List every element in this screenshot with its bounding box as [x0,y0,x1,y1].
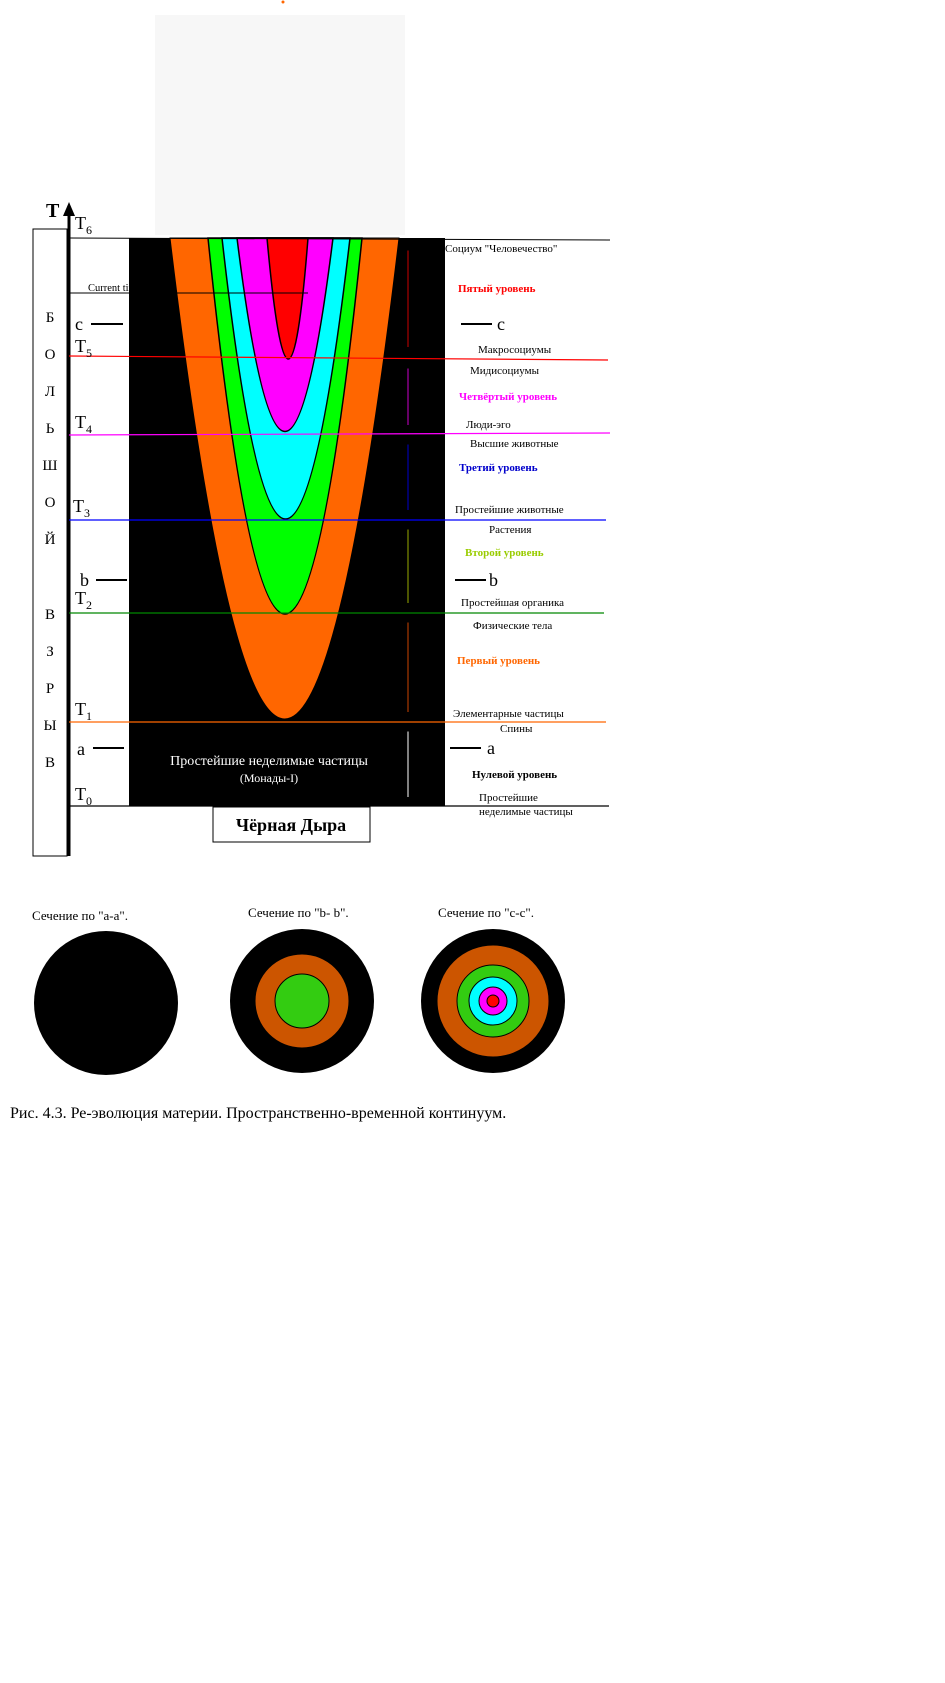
marker-b-right: b [489,570,498,590]
label-level1: Первый уровень [457,655,540,667]
current-time-label: Current time [88,283,142,294]
small-red-dot [282,1,285,4]
t2-label: $T_2$ [75,588,92,612]
label-simplest-1: Простейшие [479,792,538,804]
label-simple-organic: Простейшая органика [461,597,565,609]
label-level2: Второй уровень [465,547,544,559]
label-level4: Четвёртый уровень [459,391,558,403]
label-higher-animals: Высшие животные [470,438,559,450]
section-a-circle [34,931,178,1075]
label-spins: Спины [500,723,533,735]
marker-a-right: a [487,738,495,758]
section-b-title: Сечение по "b- b". [248,905,349,920]
banner-letter: О [44,347,56,363]
banner-letter: З [46,644,54,660]
section-c-red-core [487,995,499,1007]
banner-letter: В [44,755,56,771]
label-elementary: Элементарные частицы [453,708,564,720]
section-b-green-core [275,974,329,1028]
banner-letter: О [44,495,56,511]
t3-label: $T_3$ [73,496,90,520]
label-midi: Мидисоциумы [470,365,540,377]
marker-a-left: a [77,739,85,759]
right-labels [445,243,573,818]
time-axis-arrowhead [63,202,75,216]
black-hole-label: Чёрная Дыра [235,815,347,835]
marker-c-right: c [497,314,505,334]
marker-c-left: c [75,314,83,334]
marker-b-left: b [80,570,89,590]
section-c-title: Сечение по "c-c". [438,905,534,920]
label-plants: Растения [489,524,532,536]
banner-letter: Б [45,310,55,326]
section-c-circles [421,929,565,1073]
t6-label: $T_6$ [75,213,92,237]
banner-letter: Ь [45,421,55,437]
t0-label: $T_0$ [75,784,92,808]
bottom-region-line1: Простейшие неделимые частицы [170,754,368,769]
banner-letter: Л [44,384,56,400]
label-people: Люди-эго [466,419,511,431]
label-physical-bodies: Физические тела [473,620,553,632]
label-macro: Макросоциумы [478,344,552,356]
banner-letter: В [44,607,56,623]
banner-letter: Р [45,681,55,697]
t-tick-labels [73,213,92,808]
banner-letter: Ш [42,458,58,474]
section-a-title: Сечение по "a-a". [32,908,128,923]
banner-letter: Ы [43,718,57,734]
label-level3: Третий уровень [459,462,538,474]
t1-label: $T_1$ [75,699,92,723]
bottom-region-line2: (Монады-I) [239,771,299,785]
figure-caption: Рис. 4.3. Ре-эволюция материи. Пространственно-временной континуум. [10,1105,507,1122]
faint-background-panel [155,15,405,235]
t5-label: $T_5$ [75,336,92,360]
section-b-circles [230,929,374,1073]
label-socium: Социум "Человечество" [445,243,558,255]
banner-letter: Й [44,532,56,548]
t4-label: $T_4$ [75,412,92,436]
time-axis-label: T [46,200,60,222]
label-simple-animals: Простейшие животные [455,504,564,516]
label-level5: Пятый уровень [458,283,536,295]
label-simplest-2: неделимые частицы [479,806,573,818]
label-level0: Нулевой уровень [472,769,558,781]
